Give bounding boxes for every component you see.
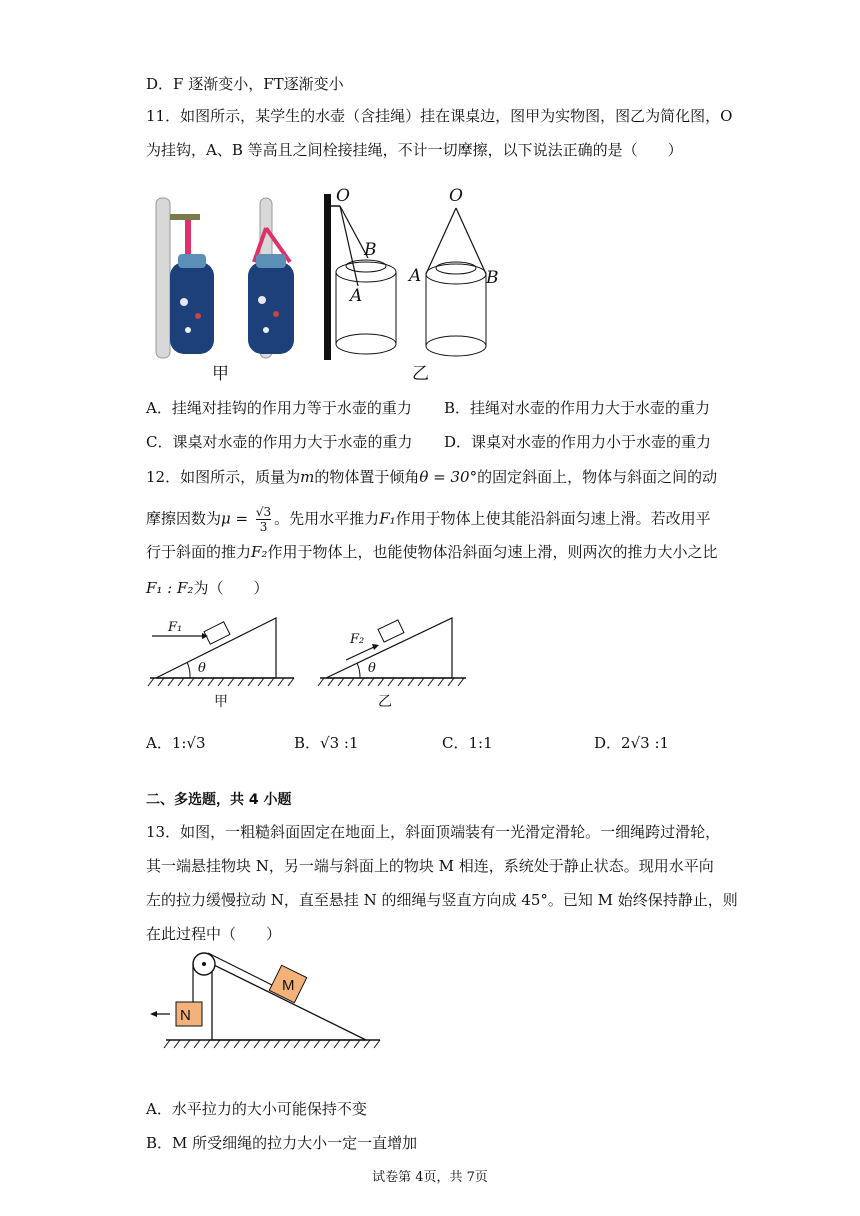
q12-stem-line1: 12．如图所示，质量为m的物体置于倾角θ = 30°的固定斜面上，物体与斜面之间的动	[146, 468, 718, 486]
q13-option-b: B．M 所受细绳的拉力大小一定一直增加	[146, 1134, 418, 1152]
mu-fraction: $\frac{√3}{3}$	[255, 505, 272, 534]
q11-option-b: B．挂绳对水壶的作用力大于水壶的重力	[444, 399, 711, 417]
q12-fig-F1: F₁	[168, 620, 183, 635]
section-2-title: 二、多选题，共 4 小题	[146, 792, 292, 808]
q12-option-c: C．1:1	[442, 734, 493, 752]
q13-label-M: M	[282, 977, 295, 994]
desk-wall	[324, 194, 331, 360]
q11-point-A-right: A	[409, 266, 422, 286]
q11-stem-line2: 为挂钩，A、B 等高且之间栓接挂绳，不计一切摩擦，以下说法正确的是（ ）	[146, 141, 683, 159]
q11-label-yi: 乙	[412, 364, 429, 384]
q11-point-B-right: B	[486, 268, 499, 288]
arrow-F2	[372, 644, 379, 650]
q13-stem-line3: 左的拉力缓慢拉动 N，直至悬挂 N 的细绳与竖直方向成 45°。已知 M 始终保持静止，则	[146, 891, 738, 909]
q12-option-b: B．√3 :1	[294, 734, 359, 752]
q10-option-d: D．F 逐渐变小，FT逐渐变小	[146, 75, 344, 93]
q12-label-jia: 甲	[214, 694, 228, 710]
bottle-left	[170, 262, 214, 354]
q11-point-O-left: O	[336, 186, 350, 206]
q11-option-a: A．挂绳对挂钩的作用力等于水壶的重力	[146, 399, 412, 417]
q12-fig-theta-right: θ	[368, 661, 376, 676]
q11-point-A-left: A	[350, 286, 363, 306]
q13-pulley-figure	[146, 940, 386, 1056]
arrow-pull-left	[150, 1011, 157, 1017]
q12-stem-line4: F₁ : F₂为（ ）	[146, 579, 269, 597]
q13-option-a: A．水平拉力的大小可能保持不变	[146, 1100, 367, 1118]
q11-option-c: C．课桌对水壶的作用力大于水壶的重力	[146, 433, 413, 451]
q11-point-B-left: B	[364, 240, 377, 260]
q13-label-N: N	[180, 1007, 191, 1024]
q13-stem-line2: 其一端悬挂物块 N，另一端与斜面上的物块 M 相连，系统处于静止状态。现用水平向	[146, 857, 714, 875]
bottle-cap-right	[256, 254, 286, 268]
q12-incline-figures	[146, 612, 476, 692]
q12-option-a: A．1:√3	[146, 734, 206, 752]
bottle-cap-left	[178, 254, 206, 268]
q12-stem-line3: 行于斜面的推力F₂作用于物体上，也能使物体沿斜面匀速上滑，则两次的推力大小之比	[146, 543, 718, 561]
rope-OA	[340, 206, 358, 286]
page-footer: 试卷第 4页，共 7页	[372, 1170, 488, 1185]
q12-label-yi: 乙	[378, 694, 392, 710]
block-yi	[378, 620, 404, 642]
q11-point-O-right: O	[449, 186, 463, 206]
q12-fig-F2: F₂	[350, 632, 365, 647]
q12-fig-theta-left: θ	[198, 661, 206, 676]
bottle-right	[248, 262, 294, 354]
q11-option-d: D．课桌对水壶的作用力小于水壶的重力	[444, 433, 712, 451]
block-jia	[204, 622, 230, 644]
q12-stem-line2: 摩擦因数为μ = $\frac{√3}{3}$ 。先用水平推力F₁作用于物体上使其能沿斜面匀速上滑。若改用平	[146, 505, 711, 534]
q11-stem-line1: 11．如图所示，某学生的水壶（含挂绳）挂在课桌边，图甲为实物图，图乙为简化图，O	[146, 107, 733, 125]
q11-label-jia: 甲	[212, 364, 229, 384]
desk-edge-left	[156, 198, 170, 358]
q13-stem-line4: 在此过程中（ ）	[146, 925, 282, 943]
q12-option-d: D．2√3 :1	[594, 734, 670, 752]
hook-left	[170, 214, 200, 220]
q13-stem-line1: 13．如图，一粗糙斜面固定在地面上，斜面顶端装有一光滑定滑轮。一细绳跨过滑轮，	[146, 823, 721, 841]
q11-photo-figure	[148, 192, 308, 382]
